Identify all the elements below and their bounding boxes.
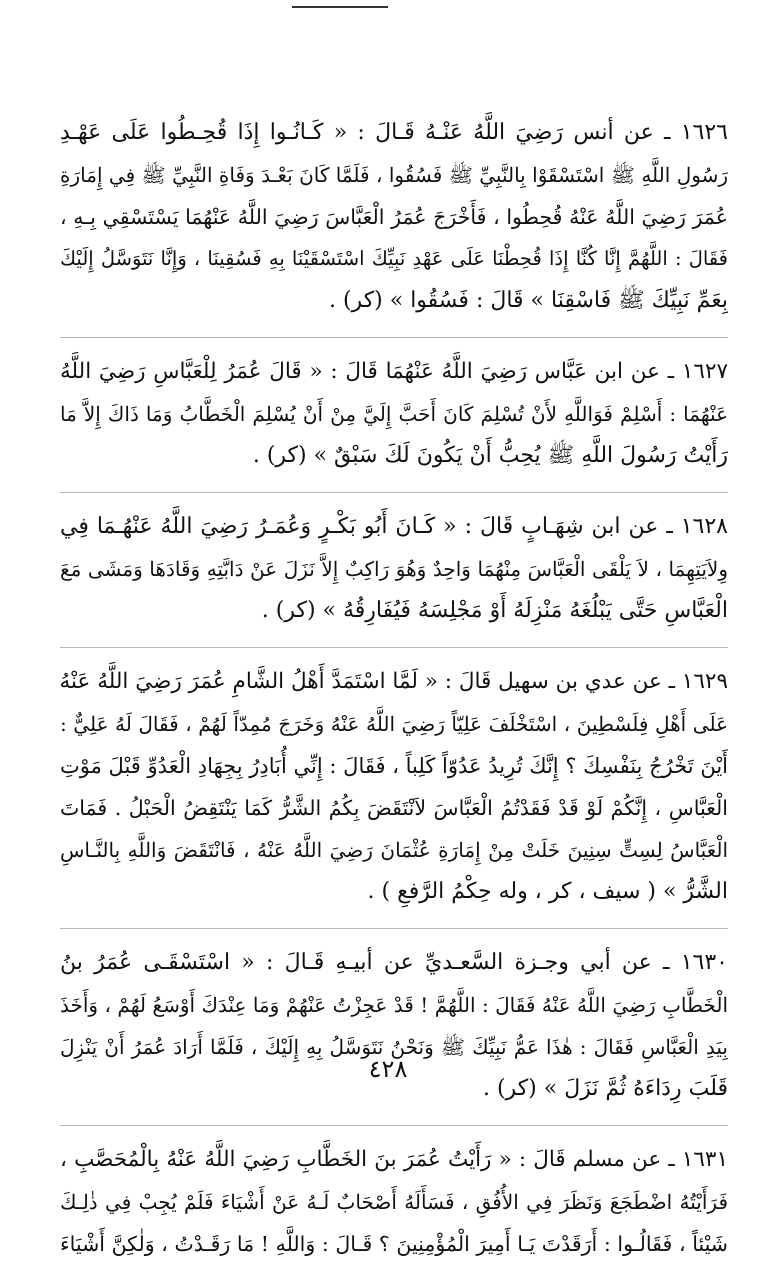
hadith-1626: [60, 112, 728, 322]
page-body: [60, 112, 728, 1280]
text-line: الْعَبَّاسِ ، إِنَّكُمْ لَوْ قَدْ فَقَدْتُمُ الْعَبَّاسَ لاَنْتَقَضَ بِكُمُ الشَّرُّ كَمَا يَنْتَقِضُ الْحَبْلُ . فَمَاتَ: [60, 796, 728, 820]
separator: [60, 647, 728, 648]
text-line: ١٦٢٦ ـ عن أنس رَضِيَ اللَّهُ عَنْـهُ قَـالَ : « كَـانُـوا إِذَا قُحِـطُوا عَلَى عَهْـدِ: [60, 120, 728, 145]
separator: [60, 928, 728, 929]
text-line: بِيَدِ الْعَبَّاسِ فَقَالَ : هٰذَا عَمُّ نَبِيِّكَ ﷺ وَنَحْنُ نَتَوَسَّلُ بِهِ إِلَيْكَ ، فَلَمَّا أَرَادَ عُمَرُ أَنْ يَنْزِلَ: [60, 1035, 728, 1059]
text-line: وِلاَيَتِهِمَا ، لاَ يَلْقَى الْعَبَّاسَ مِنْهُمَا وَاحِدٌ وَهُوَ رَاكِبٌ إِلاَّ نَزَلَ عَنْ دَابَّتِهِ وَقَادَهَا وَمَشَى مَعَ: [60, 557, 728, 581]
text-line: الْخَطَّابِ رَضِيَ اللَّهُ عَنْهُ فَقَالَ : اللَّهُمَّ ! قَدْ عَجِزْتُ عَنْهُمْ وَمَا عِنْدَكَ أَوْسَعُ لَهُمْ ، وَأَخَذَ: [60, 993, 728, 1017]
hadith-1630: [60, 942, 728, 1110]
text-line: ١٦٢٧ ـ عن ابن عَبَّاس رَضِيَ اللَّهُ عَنْهُمَا قَالَ : « قَالَ عُمَرُ لِلْعَبَّاسِ رَضِيَ اللَّهُ: [60, 359, 728, 384]
text-line: عَلَى أَهْلِ فِلَسْطِينَ ، اسْتَخْلَفَ عَلِيّاً رَضِيَ اللَّهُ عَنْهُ وَخَرَجَ مُمِدّاً لَهُمْ ، فَقَالَ لَهُ عَلِيٌّ :: [60, 712, 728, 736]
hadith-1631: [60, 1139, 728, 1265]
text-line: عُمَرَ رَضِيَ اللَّهُ عَنْهُ قُحِطُوا ، فَأَخْرَجَ عُمَرُ الْعَبَّاسَ رَضِيَ اللَّهُ عَنْهُمَا يَسْتَسْقِي بِـهِ ،: [60, 205, 728, 229]
separator: [60, 337, 728, 338]
text-line: ١٦٣٠ ـ عن أبي وجـزة السَّعـديِّ عن أبيـهِ قَـالَ : « اسْتَسْقَـى عُمَرُ بنُ: [60, 950, 728, 975]
hadith-1628: [60, 506, 728, 632]
text-line: الْعَبَّاسُ لِسِتٍّ سِنِينَ خَلَتْ مِنْ إِمَارَةِ عُثْمَانَ رَضِيَ اللَّهُ عَنْهُ ، فَانْتَقَضَ وَاللَّهِ بِالنَّـاسِ: [60, 838, 728, 862]
text-line: الشَّرُّ » ( سيف ، كر ، وله حِكْمُ الرَّفعِ ) .: [367, 879, 728, 904]
text-line: رَأَيْتُ رَسُولَ اللَّهِ ﷺ يُحِبُّ أَنْ يَكُونَ لَكَ سَبْقٌ » (كر) .: [252, 443, 728, 468]
separator: [60, 1125, 728, 1126]
separator: [60, 492, 728, 493]
text-line: رَسُولِ اللَّهِ ﷺ اسْتَسْقَوْا بِالنَّبِيِّ ﷺ فَسُقُوا ، فَلَمَّا كَانَ بَعْـدَ وَفَاةِ النَّبِيِّ ﷺ فِي إِمَارَةِ: [60, 163, 728, 187]
hadith-1627: [60, 351, 728, 477]
hadith-1629: [60, 661, 728, 913]
text-line: شَيْئاً ، فَقَالُـوا : أَرَقَدْتَ يَـا أَمِيرَ الْمُؤْمِنِينَ ؟ قَـالَ : وَاللَّهِ ! مَا رَقَـدْتُ ، وَلٰكِنَّ أَشْيَاءَ: [60, 1232, 728, 1256]
text-line: الْعَبَّاسِ حَتَّى يَبْلُغَهُ مَنْزِلَهُ أَوْ مَجْلِسَهُ فَيُفَارِقُهُ » (كر) .: [261, 598, 728, 623]
text-line: بِعَمِّ نَبِيِّكَ ﷺ فَاسْقِنَا » قَالَ : فَسُقُوا » (كر) .: [328, 288, 728, 313]
text-line: أَيْنَ تَخْرُجُ بِنَفْسِكَ ؟ إِنَّكَ تُرِيدُ عَدُوّاً كَلِباً ، فَقَالَ : إِنِّي أُبَادِرُ بِجِهَادِ الْعَدُوِّ قَبْلَ مَوْتِ: [60, 754, 728, 778]
page-number: ٤٢٨: [368, 1055, 408, 1083]
top-rule: [292, 6, 388, 8]
text-line: فَقَالَ : اللَّهُمَّ إِنَّا كُنَّا إِذَا قُحِطْنَا عَلَى عَهْدِ نَبِيِّكَ اسْتَسْقَيْنَا بِهِ فَسُقِينَا ، وَإِنَّا نَتَوَسَّلُ إِلَيْكَ: [60, 247, 728, 270]
text-line: ١٦٢٨ ـ عن ابن شِهَـابٍ قَالَ : « كَـانَ أَبُو بَكْـرٍ وَعُمَـرُ رَضِيَ اللَّهُ عَنْهُـمَا فِي: [60, 514, 728, 539]
text-line: قَلَبَ رِدَاءَهُ ثُمَّ نَزَلَ » (كر) .: [482, 1076, 728, 1101]
text-line: فَرَأَيْتُهُ اضْطَجَعَ وَنَظَرَ فِي الأُفُقِ ، فَسَأَلَهُ أَصْحَابٌ لَـهُ عَنْ أَشْيَاءَ فَلَمْ يُجِبْ فِي ذٰلِـكَ: [60, 1190, 728, 1214]
text-line: ١٦٢٩ ـ عن عدي بن سهيل قَالَ : « لَمَّا اسْتَمَدَّ أَهْلُ الشَّامِ عُمَرَ رَضِيَ اللَّهُ عَنْهُ: [60, 669, 728, 694]
text-line: عَنْهُمَا : أَسْلِمْ فَوَاللَّهِ لأَنْ تُسْلِمَ كَانَ أَحَبَّ إِلَيَّ مِنْ أَنْ يُسْلِمَ الْخَطَّابُ وَمَا ذَاكَ إِلاَّ مَا: [60, 402, 728, 426]
text-line: ١٦٣١ ـ عن مسلم قَالَ : « رَأَيْتُ عُمَرَ بنَ الخَطَّابِ رَضِيَ اللَّهُ عَنْهُ بِالْمُحَصَّبِ ،: [60, 1147, 728, 1172]
